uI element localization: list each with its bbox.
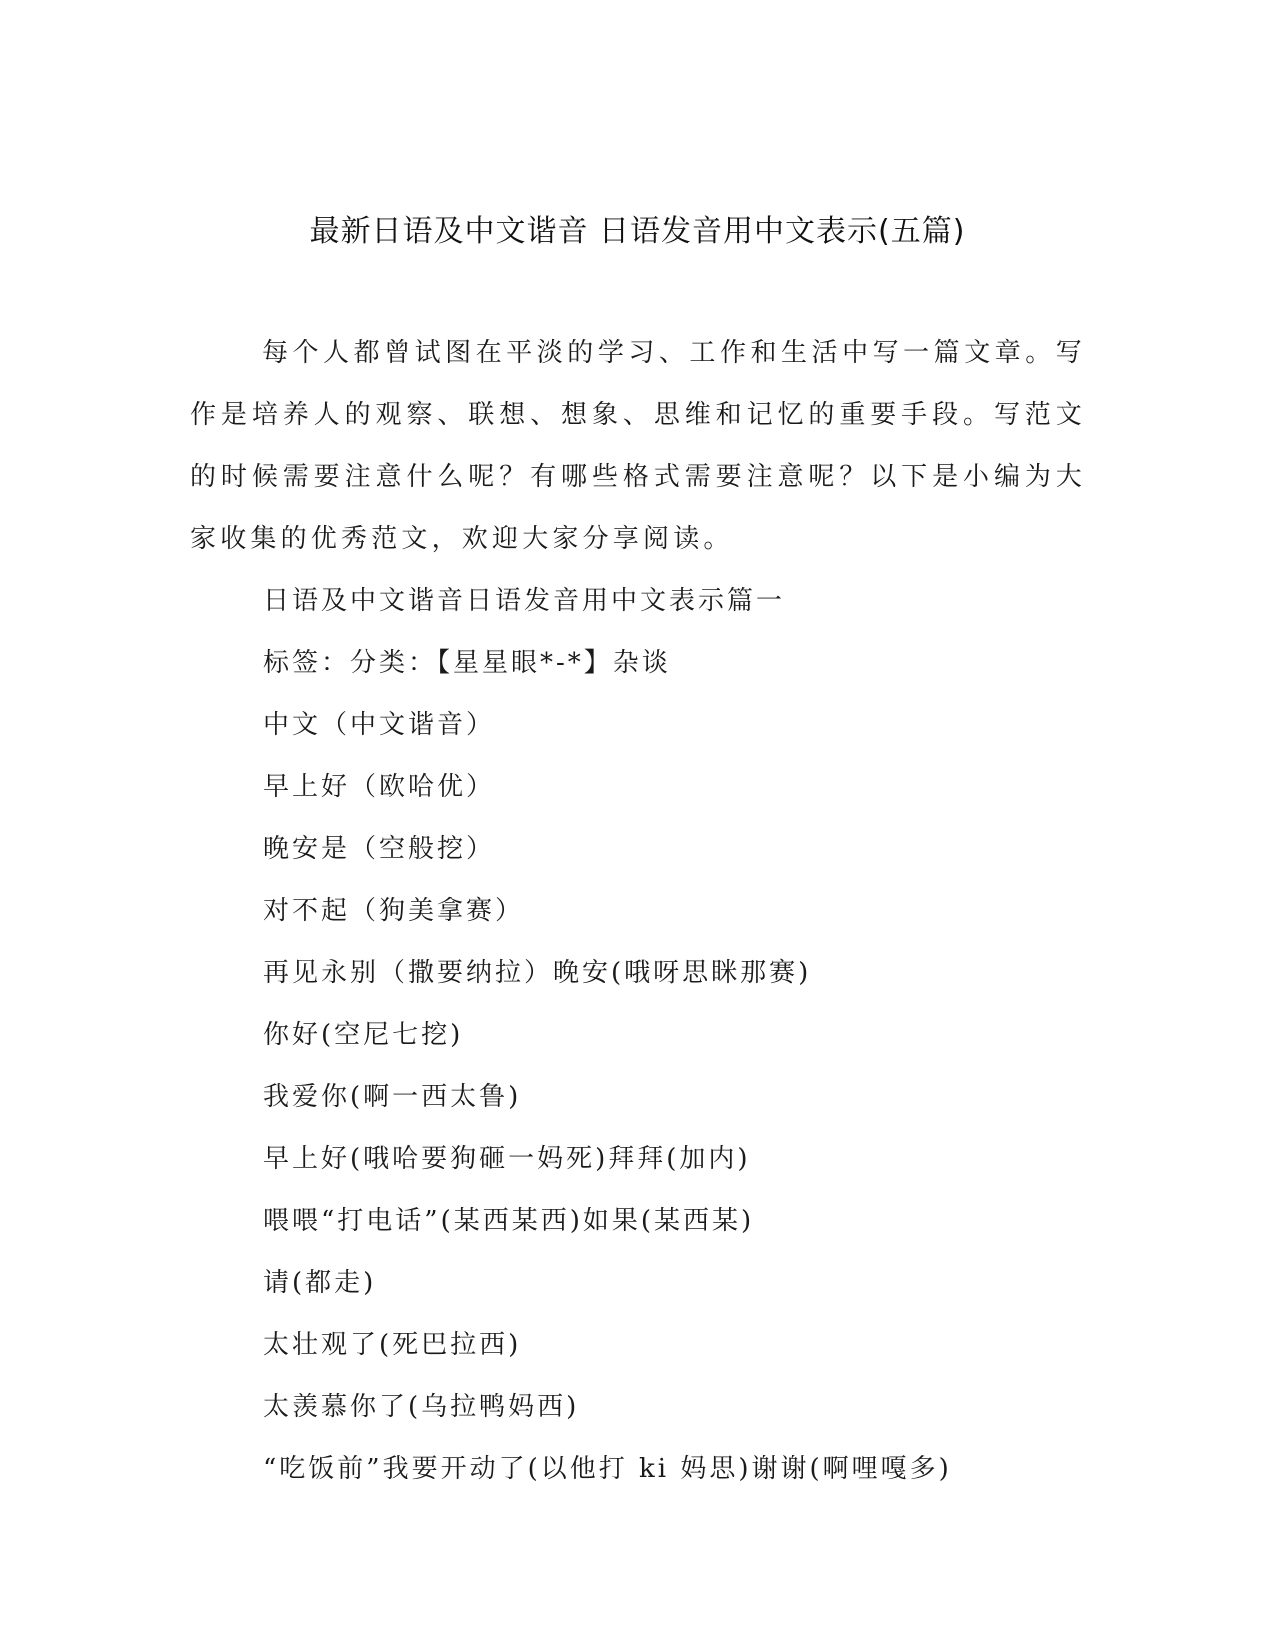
text-line: 中文（中文谐音） (263, 710, 496, 740)
tag-line: 标签：分类：【星星眼*-*】杂谈 (263, 648, 671, 678)
section-heading: 日语及中文谐音日语发音用中文表示篇一 (263, 586, 786, 616)
text-line: 你好(空尼七挖) (263, 1020, 464, 1050)
text-line: 请(都走) (263, 1268, 377, 1298)
text-line: 喂喂“打电话”(某西某西)如果(某西某) (263, 1206, 755, 1236)
page-title: 最新日语及中文谐音 日语发音用中文表示(五篇) (309, 214, 966, 249)
text-line: 再见永别（撒要纳拉）晚安(哦呀思眯那赛) (263, 958, 812, 988)
text-line: 对不起（狗美拿赛） (263, 896, 525, 926)
intro-paragraph: 每个人都曾试图在平淡的学习、工作和生活中写一篇文章。写作是培养人的观察、联想、想象、思维和记忆的重要手段。写范文的时候需要注意什么呢？有哪些格式需要注意呢？以下是小编为大家收集的优秀范文，欢迎大家分享阅读。 (190, 338, 1086, 554)
text-line: 我爱你(啊一西太鲁) (263, 1082, 522, 1112)
text-line: 早上好（欧哈优） (263, 772, 496, 802)
content-lines (263, 570, 952, 1500)
text-line: 太羡慕你了(乌拉鸭妈西) (263, 1392, 580, 1422)
text-line: “吃饭前”我要开动了(以他打 ki 妈思)谢谢(啊哩嘎多) (263, 1454, 952, 1484)
text-line: 太壮观了(死巴拉西) (263, 1330, 522, 1360)
text-line: 早上好(哦哈要狗砸一妈死)拜拜(加内) (263, 1144, 751, 1174)
text-line: 晚安是（空般挖） (263, 834, 496, 864)
